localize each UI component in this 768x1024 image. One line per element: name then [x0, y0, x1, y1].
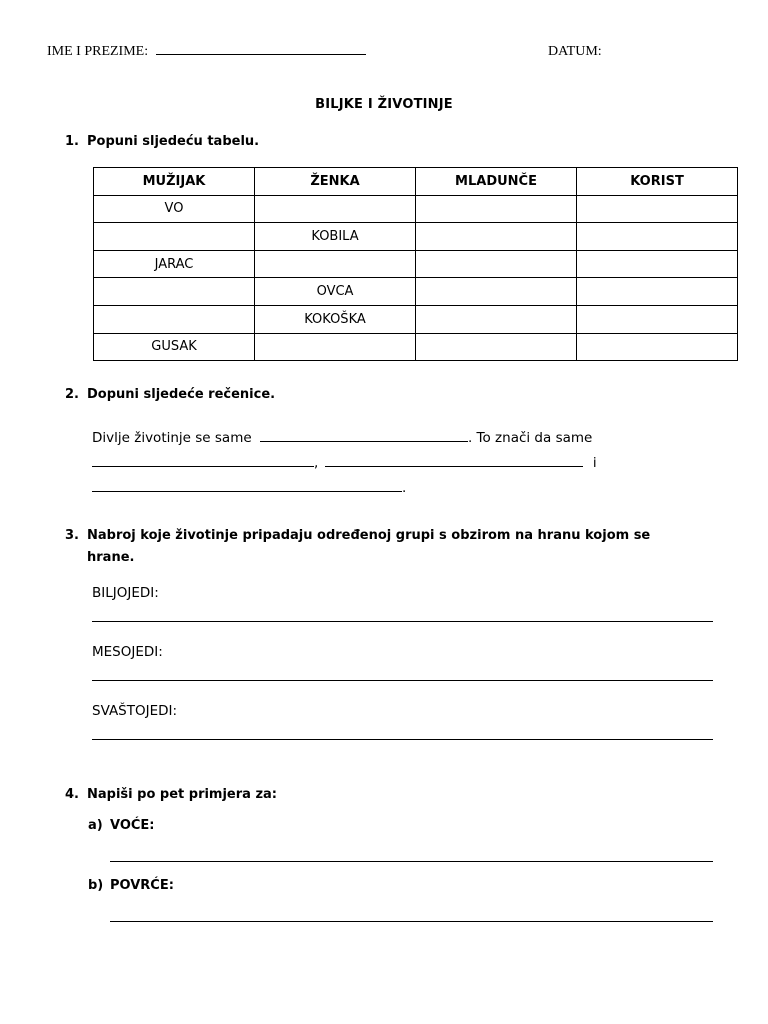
sub-item-label: VOĆE:	[110, 818, 155, 833]
table-cell-blank[interactable]	[577, 278, 738, 306]
question-1	[65, 131, 259, 153]
page-title: BILJKE I ŽIVOTINJE	[315, 97, 453, 112]
question-3-text-continued: hrane.	[87, 550, 135, 565]
table-cell-blank[interactable]	[416, 223, 577, 251]
sub-item-marker: b)	[88, 878, 104, 893]
question-2-text: Dopuni sljedeće rečenice.	[87, 387, 276, 402]
answer-blank[interactable]	[92, 489, 402, 492]
table-cell-blank[interactable]	[416, 195, 577, 223]
answer-blank[interactable]	[325, 464, 583, 467]
table-row	[94, 278, 738, 306]
table-header-row	[94, 168, 738, 196]
animal-table	[93, 167, 738, 361]
answer-blank[interactable]	[92, 464, 314, 467]
table-cell-blank[interactable]	[416, 278, 577, 306]
question-4-text: Napiši po pet primjera za:	[87, 787, 277, 802]
table-row	[94, 195, 738, 223]
group-label-herbivores: BILJOJEDI:	[92, 585, 159, 601]
table-cell: GUSAK	[94, 333, 255, 361]
question-1-number: 1.	[65, 134, 79, 149]
table-cell-blank[interactable]	[577, 250, 738, 278]
question-2	[65, 384, 275, 406]
sub-item-marker: a)	[88, 818, 103, 833]
sentence-text: .	[402, 480, 407, 496]
table-cell-blank[interactable]	[416, 250, 577, 278]
question-1-text: Popuni sljedeću tabelu.	[87, 134, 260, 149]
column-header: ŽENKA	[255, 168, 416, 196]
table-row	[94, 305, 738, 333]
table-cell: OVCA	[255, 278, 416, 306]
group-label-carnivores: MESOJEDI:	[92, 644, 163, 660]
sentence-text: . To znači da same	[467, 430, 593, 446]
date-label: DATUM:	[548, 44, 602, 59]
table-cell-blank[interactable]	[94, 278, 255, 306]
table-cell: JARAC	[94, 250, 255, 278]
question-2-number: 2.	[65, 387, 79, 402]
sub-item-label: POVRĆE:	[110, 878, 174, 893]
table-cell-blank[interactable]	[255, 333, 416, 361]
sentence-text: i	[592, 455, 597, 471]
table-cell-blank[interactable]	[577, 195, 738, 223]
table-cell-blank[interactable]	[255, 195, 416, 223]
table-cell-blank[interactable]	[94, 305, 255, 333]
table-cell-blank[interactable]	[577, 333, 738, 361]
group-label-omnivores: SVAŠTOJEDI:	[92, 703, 178, 719]
table-cell-blank[interactable]	[416, 333, 577, 361]
name-blank[interactable]	[156, 54, 366, 55]
name-field	[47, 44, 366, 60]
column-header: KORIST	[577, 168, 738, 196]
table-row	[94, 223, 738, 251]
table-cell-blank[interactable]	[577, 223, 738, 251]
table-cell: KOBILA	[255, 223, 416, 251]
answer-line[interactable]	[92, 739, 713, 740]
answer-line[interactable]	[92, 621, 713, 622]
table-cell-blank[interactable]	[255, 250, 416, 278]
sub-item-vegetables	[88, 875, 174, 897]
answer-line[interactable]	[92, 680, 713, 681]
name-label: IME I PREZIME:	[47, 44, 149, 59]
table-cell: KOKOŠKA	[255, 305, 416, 333]
table-row	[94, 250, 738, 278]
table-cell-blank[interactable]	[416, 305, 577, 333]
question-4-number: 4.	[65, 787, 79, 802]
sentence-line-3	[92, 480, 406, 496]
question-3-number: 3.	[65, 528, 79, 543]
table-cell: VO	[94, 195, 255, 223]
question-3-text: Nabroj koje životinje pripadaju određenoj grupi s obzirom na hranu kojom se	[87, 528, 651, 543]
sentence-text: Divlje životinje se same	[92, 430, 252, 446]
sub-item-fruit	[88, 815, 155, 837]
column-header: MUŽIJAK	[94, 168, 255, 196]
column-header: MLADUNČE	[416, 168, 577, 196]
table-cell-blank[interactable]	[94, 223, 255, 251]
question-4	[65, 784, 277, 806]
sentence-text: ,	[314, 455, 319, 471]
table-row	[94, 333, 738, 361]
table-cell-blank[interactable]	[577, 305, 738, 333]
answer-line[interactable]	[110, 921, 713, 922]
question-3	[65, 525, 705, 569]
sentence-line-2	[92, 455, 597, 471]
sentence-line-1	[92, 430, 592, 446]
answer-line[interactable]	[110, 861, 713, 862]
answer-blank[interactable]	[260, 439, 468, 442]
